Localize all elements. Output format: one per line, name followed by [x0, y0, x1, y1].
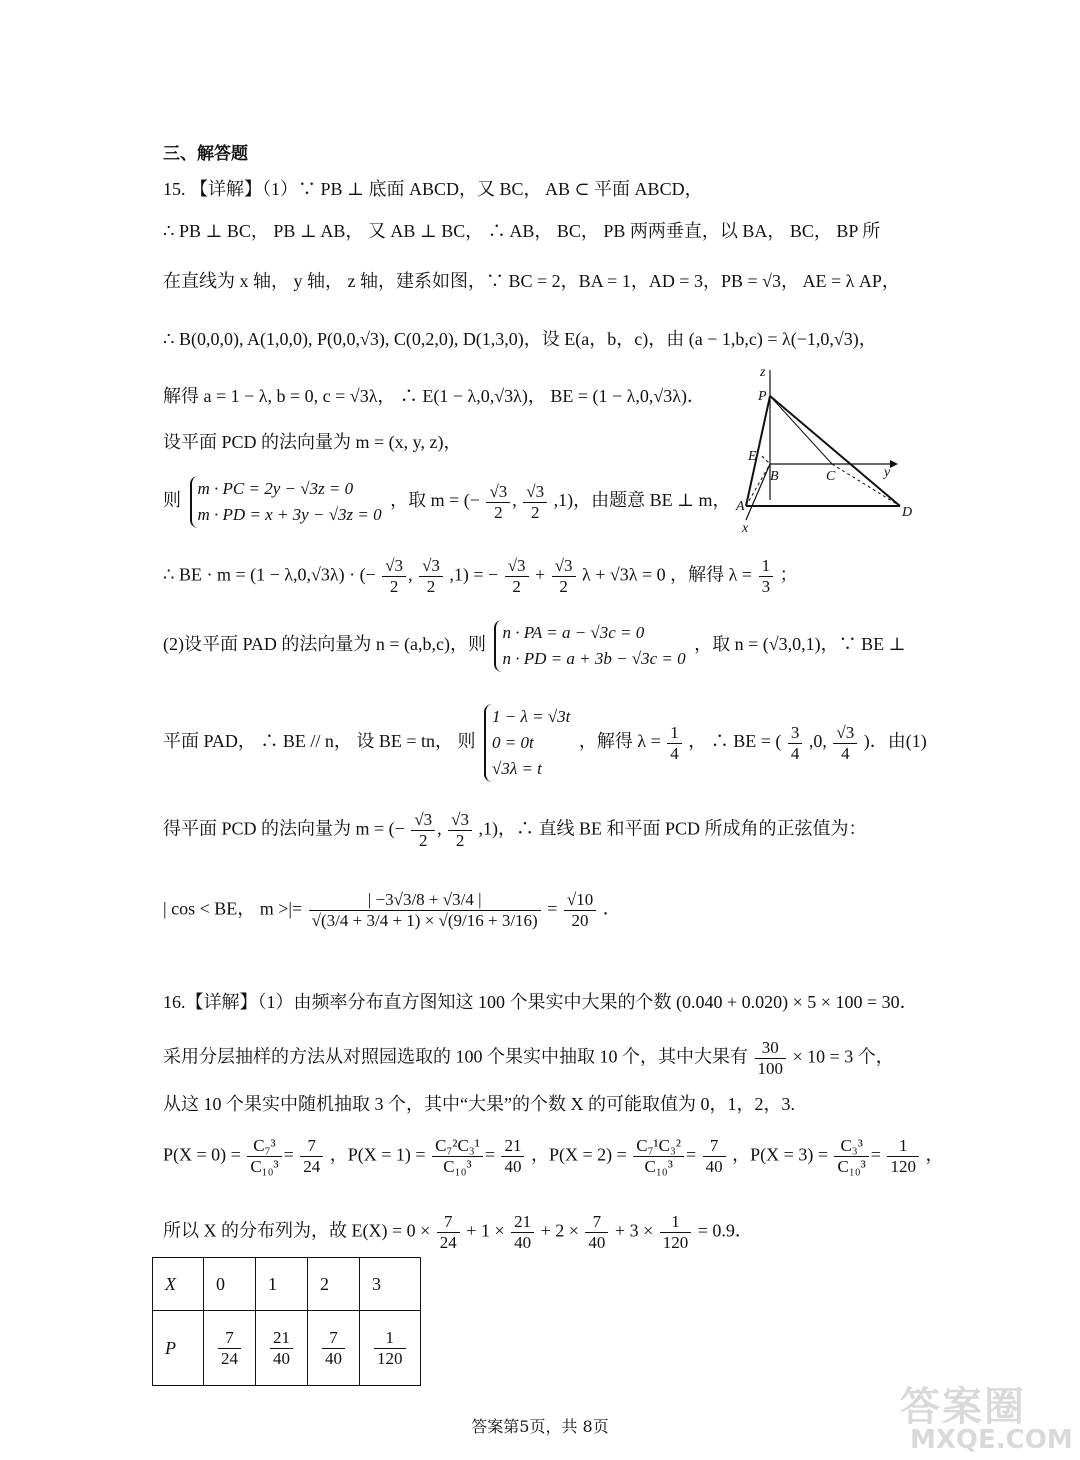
fraction: $\frac{√3}{4}$ — [833, 723, 857, 764]
text-then: 则 — [163, 490, 181, 511]
q16-line-1: 16.【详解】（1）由频率分布直方图知这 100 个果实中大果的个数 (0.040 + 0.020) × 5 × 100 = 30． — [163, 992, 918, 1012]
q15-line-3: 在直线为 x 轴， y 轴， z 轴，建系如图，∵ BC = 2，BA = 1，AD = 3，PB = √3， AE = λ AP， — [163, 271, 900, 291]
watermark-url: MXQE.COM — [910, 1425, 1073, 1455]
fraction: $\frac{√3}{2}$ — [411, 810, 435, 851]
edge-pc — [770, 396, 832, 464]
fraction: $\frac{√3}{2}$ — [419, 556, 443, 597]
label-d: D — [902, 505, 913, 520]
text: ,1)，由题意 BE ⊥ m， — [553, 490, 731, 511]
equation-system-pad: n · PA = a − √3c = 0 n · PD = a + 3b − √3c = 0 — [494, 620, 685, 672]
table-cell: 3 — [360, 1258, 421, 1311]
distribution-table — [152, 1257, 421, 1386]
q15-line-2: ∴ PB ⊥ BC， PB ⊥ AB， 又 AB ⊥ BC， ∴ AB， BC， PB 两两垂直，以 BA， BC， BP 所 — [163, 221, 881, 241]
page-footer: 答案第5页，共 8页 — [471, 1417, 609, 1436]
equation-row: m · PC = 2y − √3z = 0 — [197, 479, 354, 498]
fraction: $\frac{7}{24}$ — [437, 1212, 460, 1253]
segment-eb — [762, 456, 770, 464]
fraction: $\frac{21}{40}$ — [511, 1212, 534, 1253]
q16-line-4: P(X = 0) = $\frac{\text{C₇³}}{\text{C₁₀³}}$ = $\frac{7}{24}$ ，P(X = 1) = $\frac{\text{C₇²C₃¹}}{\text{C₁₀³}}$ = $\frac{21}{40}$ ，P(X = 2) = $\frac{\text{C₇¹C₃²}}{\text{C₁₀³}}$ = $\frac{7}{40}$ ，P(X = 3) = $\frac{\text{C₃³}}{\text{C₁₀³}}$ = $\frac{1}{120}$ ， — [163, 1136, 944, 1176]
q15-line-1: 15. 【详解】（1）∵ PB ⊥ 底面 ABCD，又 BC， AB ⊂ 平面 ABCD， — [163, 179, 703, 199]
q15-line-5: 解得 a = 1 − λ, b = 0, c = √3λ， ∴ E(1 − λ,0,√3λ)， BE = (1 − λ,0,√3λ)． — [163, 386, 706, 406]
fraction: $\frac{7}{24}$ — [300, 1136, 323, 1177]
label-a: A — [736, 499, 745, 514]
fraction: $\frac{\text{C₃³}}{\text{C₁₀³}}$ — [834, 1136, 868, 1177]
table-cell: $\frac{7}{24}$ — [204, 1311, 256, 1386]
section-title: 三、解答题 — [163, 144, 248, 164]
fraction: $\frac{1}{120}$ — [660, 1212, 692, 1253]
q16-line-3: 从这 10 个果实中随机抽取 3 个，其中“大果”的个数 X 的可能取值为 0，1，2，3. — [163, 1094, 795, 1114]
y-axis-arrow — [890, 460, 898, 468]
fraction: $\frac{√3}{2}$ — [448, 810, 472, 851]
q15-line-12: | cos < BE， m >|= $\frac{| -3√3/8 + √3/4 |}{√(3/4 + 3/4 + 1) \times √(9/16 + 3/16)}$ = $\frac{√10}{20}$ ． — [163, 890, 621, 930]
q15-line-7: 则 m · PC = 2y − √3z = 0 m · PD = x + 3y − √3z = 0 ，取 m = (− $\frac{√3}{2}$ , $\frac{√3}{2}$ ,1)，由题意 BE ⊥ m， — [163, 476, 731, 528]
equation-system-t: 1 − λ = √3t 0 = 0t √3λ = t — [484, 704, 570, 782]
table-cell: $\frac{21}{40}$ — [256, 1311, 308, 1386]
watermark-logo: 答案圈 — [900, 1384, 1026, 1430]
fraction: $\frac{3}{4}$ — [788, 723, 803, 764]
q15-line-4: ∴ B(0,0,0), A(1,0,0), P(0,0,√3), C(0,2,0), D(1,3,0)，设 E(a，b，c)，由 (a − 1,b,c) = λ(−1,0,√3)， — [163, 329, 877, 349]
q15-line-6: 设平面 PCD 的法向量为 m = (x, y, z)， — [163, 432, 462, 452]
label-e: E — [748, 449, 757, 464]
q15-line-9: (2)设平面 PAD 的法向量为 n = (a,b,c)，则 n · PA = a − √3c = 0 n · PD = a + 3b − √3c = 0 ，取 n = (√3,0,1)，∵ BE ⊥ — [163, 620, 906, 672]
fraction: $\frac{21}{40}$ — [501, 1136, 524, 1177]
fraction: $\frac{\text{C₇²C₃¹}}{\text{C₁₀³}}$ — [432, 1136, 483, 1177]
q16-line-2: 采用分层抽样的方法从对照园选取的 100 个果实中抽取 10 个，其中大果有 $\frac{30}{100}$ × 10 = 3 个， — [163, 1038, 894, 1078]
fraction: $\frac{1}{120}$ — [887, 1136, 919, 1177]
fraction: $\frac{√3}{2}$ — [552, 556, 576, 597]
table-cell: $\frac{7}{40}$ — [308, 1311, 360, 1386]
q15-line-10: 平面 PAD， ∴ BE // n， 设 BE = tn， 则 1 − λ = √3t 0 = 0t √3λ = t ，解得 λ = $\frac{1}{4}$ ， ∴ BE = ( $\frac{3}{4}$ ,0, $\frac{√3}{4}$ )．由(1) — [163, 704, 927, 782]
table-cell: 0 — [204, 1258, 256, 1311]
table-cell: $\frac{1}{120}$ — [360, 1311, 421, 1386]
fraction: $\frac{√3}{2}$ — [382, 556, 406, 597]
equation-row: m · PD = x + 3y − √3z = 0 — [197, 505, 382, 524]
fraction: $\frac{7}{40}$ — [703, 1136, 726, 1177]
label-c: C — [826, 469, 836, 484]
equation-system-pcd — [190, 476, 382, 528]
label-z: z — [760, 365, 766, 380]
q15-line-11: 得平面 PCD 的法向量为 m = (− $\frac{√3}{2}$ , $\frac{√3}{2}$ ,1)，∴ 直线 BE 和平面 PCD 所成角的正弦值为： — [163, 810, 867, 850]
fraction: $\frac{\text{C₇¹C₃²}}{\text{C₁₀³}}$ — [633, 1136, 684, 1177]
fraction: $\frac{√10}{20}$ — [564, 890, 596, 931]
label-b: B — [770, 469, 779, 484]
table-cell: X — [153, 1258, 204, 1311]
label-x: x — [742, 521, 749, 536]
fraction: $\frac{30}{100}$ — [755, 1038, 787, 1079]
table-cell: 1 — [256, 1258, 308, 1311]
cosine-fraction: $\frac{| -3√3/8 + √3/4 |}{√(3/4 + 3/4 + 1) \times √(9/16 + 3/16)}$ — [309, 890, 541, 931]
label-p: P — [758, 389, 767, 404]
fraction: $\frac{\text{C₇³}}{\text{C₁₀³}}$ — [247, 1136, 281, 1177]
table-row — [153, 1311, 421, 1386]
q16-line-5: 所以 X 的分布列为，故 E(X) = 0 × $\frac{7}{24}$ + 1 × $\frac{21}{40}$ + 2 × $\frac{7}{40}$ + 3 × $\frac{1}{120}$ = 0.9． — [163, 1212, 753, 1252]
table-cell: 2 — [308, 1258, 360, 1311]
fraction: $\frac{√3}{2}$ — [505, 556, 529, 597]
fraction: $\frac{√3}{2}$ — [486, 482, 510, 523]
table-cell: P — [153, 1311, 204, 1386]
fraction: $\frac{1}{3}$ — [759, 556, 774, 597]
pyramid-figure — [732, 360, 932, 540]
fraction: $\frac{7}{40}$ — [585, 1212, 608, 1253]
label-y: y — [884, 465, 891, 480]
fraction: $\frac{1}{4}$ — [667, 723, 682, 764]
table-row — [153, 1258, 421, 1311]
text: ，取 m = (− — [390, 490, 480, 511]
q15-line-8: ∴ BE · m = (1 − λ,0,√3λ) · (− $\frac{√3}{2}$ , $\frac{√3}{2}$ ,1) = − $\frac{√3}{2}$ + $\frac{√3}{2}$ λ + √3λ = 0 ，解得 λ = $\frac{1}{3}$ ； — [163, 556, 798, 596]
fraction: $\frac{√3}{2}$ — [523, 482, 547, 523]
edge-pd — [770, 396, 900, 506]
